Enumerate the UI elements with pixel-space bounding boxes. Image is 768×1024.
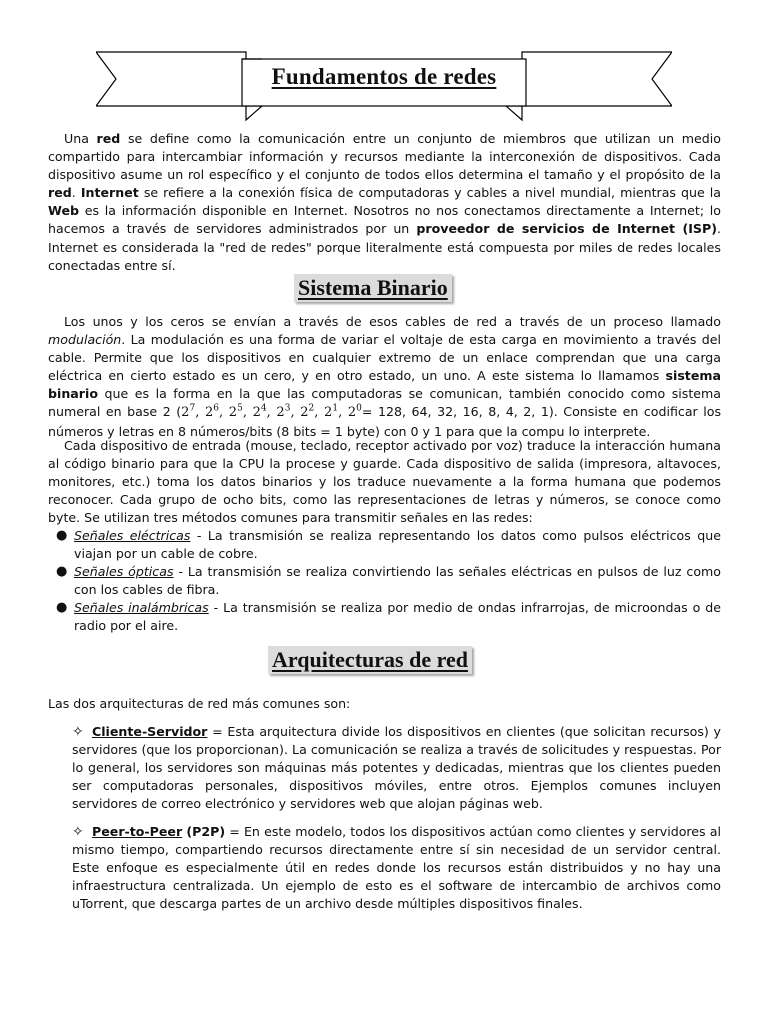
section-heading-arquitecturas: Arquitecturas de red <box>268 646 472 674</box>
intro-text: es la información disponible en Internet. Nosotros no nos conectamos directamente a Internet; lo hacemos a través de servidores administrados por un <box>48 203 721 237</box>
term-senales-electricas: Señales eléctricas <box>74 528 191 543</box>
section-heading-binario: Sistema Binario <box>294 274 452 302</box>
intro-paragraph <box>48 130 721 275</box>
term-isp: proveedor de servicios de Internet (ISP) <box>416 221 717 237</box>
power-term: $2^1$ <box>324 404 339 421</box>
binario-paragraph-1 <box>48 313 721 441</box>
bullet-text: - La transmisión se realiza por medio de ondas infrarrojas, de microondas o de radio por el aire. <box>74 600 721 634</box>
bullet-icon: ● <box>56 564 68 580</box>
four-point-star-icon: ✧ <box>72 824 84 840</box>
power-term: $2^2$ <box>300 404 315 421</box>
page-title: Fundamentos de redes <box>271 64 497 89</box>
exponent: 4 <box>260 404 267 415</box>
binario-text: = 128, 64, 32, 16, 8, 4, 2, 1). Consiste en codificar los números y letras en 8 números/bits (8 bits = 1 byte) con 0 y 1 para que la compu lo interprete. <box>48 404 722 439</box>
term-modulacion: modulación <box>48 332 122 348</box>
title-banner <box>96 50 672 122</box>
term-web: Web <box>48 203 79 219</box>
signal-methods-list <box>48 527 721 636</box>
arch-text: = En este modelo, todos los dispositivos actúan como clientes y servidores al mismo tiempo, compartiendo recursos directamente entre sí sin necesidad de un servidor central. Este enfoque es especialmente útil en redes donde los recursos están distribuidos y no hay una infraestructura centralizada. Un ejemplo de esto es el software de intercambio de archivos como uTorrent, que descarga partes de un archivo desde múltiples dispositivos finales. <box>72 824 721 912</box>
term-peer-to-peer: Peer-to-Peer <box>92 824 183 839</box>
list-item <box>48 563 721 599</box>
exponent: 7 <box>189 404 196 415</box>
term-p2p: (P2P) <box>186 824 226 839</box>
exponent: 1 <box>332 404 339 415</box>
intro-text: . Internet es considerada la "red de redes" porque literalmente está compuesta por miles de redes locales conectadas entre sí. <box>48 221 721 273</box>
binario-text: Los unos y los ceros se envían a través de esos cables de red a través de un proceso llamado <box>64 314 721 329</box>
bullet-icon: ● <box>56 528 68 543</box>
exponent: 2 <box>308 404 315 415</box>
term-internet: Internet <box>80 185 139 201</box>
list-item <box>48 527 721 563</box>
power-term: $2^5$ <box>228 404 243 421</box>
arquitecturas-intro: Las dos arquitecturas de red más comunes son: <box>48 696 351 711</box>
term-cliente-servidor: Cliente-Servidor <box>92 724 208 739</box>
four-point-star-icon: ✧ <box>72 724 84 740</box>
intro-text: se refiere a la conexión física de computadoras y cables a nivel mundial, mientras que la <box>138 185 721 201</box>
power-term: $2^4$ <box>252 404 267 421</box>
powers-of-two: $2^7$, $2^6$, $2^5$, $2^4$, $2^3$, $2^2$, $2^1$, $2^0$ <box>181 404 362 421</box>
arch-text: = Esta arquitectura divide los dispositivos en clientes (que solicitan recursos) y servidores (que los proporcionan). La comunicación se realiza a través de solicitudes y respuestas. Por lo general, los servidores son máquinas más potentes y dedicadas, mientras que los clientes pueden ser computadoras personales, dispositivos móviles, entre otros. Ejemplos comunes incluyen servidores de correo electrónico y servidores web que alojan páginas web. <box>72 724 721 812</box>
term-red: red <box>96 131 121 146</box>
list-item <box>48 599 721 635</box>
term-senales-inalambricas: Señales inalámbricas <box>74 600 209 616</box>
intro-text: se define como la comunicación entre un conjunto de miembros que utilizan un medio compartido para intercambiar información y recursos mediante la interconexión de dispositivos. Cada dispositivo asume un rol específico y el conjunto de todos ellos determina el tamaño y el propósito de la <box>48 131 722 183</box>
binario-text: que es la forma en la que las computadoras se comunican, también conocido como sistema numeral en base 2 ( <box>48 386 721 420</box>
term-red: red <box>48 185 72 201</box>
peer-to-peer-paragraph <box>72 823 721 913</box>
cliente-servidor-paragraph <box>72 723 721 813</box>
exponent: 5 <box>237 404 243 415</box>
power-term: $2^0$ <box>347 404 362 421</box>
binario-text: . La modulación es una forma de variar el voltaje de esta carga en movimiento a través del cable. Permite que los dispositivos en cualquier extremo de un enlace comprendan que una carga eléctrica en cierto estado es un cero, y en otro estado, un uno. A este sistema lo llamamos <box>48 332 721 384</box>
power-term: $2^7$ <box>181 404 196 421</box>
term-sistema-binario: sistema binario <box>48 368 721 402</box>
bullet-icon: ● <box>56 600 68 616</box>
exponent: 6 <box>213 404 219 415</box>
bullet-text: - La transmisión se realiza representando los datos como pulsos eléctricos que viajan por un cable de cobre. <box>74 528 721 562</box>
term-senales-opticas: Señales ópticas <box>74 564 174 580</box>
power-term: $2^3$ <box>276 404 291 421</box>
bullet-text: - La transmisión se realiza convirtiendo las señales eléctricas en pulsos de luz como con los cables de fibra. <box>74 564 721 598</box>
intro-text: . <box>71 185 81 201</box>
intro-text: Una <box>64 131 97 146</box>
binario-paragraph-2: Cada dispositivo de entrada (mouse, teclado, receptor activado por voz) traduce la interacción humana al código binario para que la CPU la procese y guarde. Cada dispositivo de salida (impresora, altavoces, monitores, etc.) toma los datos binarios y los traduce nuevamente a la forma humana que podemos reconocer. Cada grupo de ocho bits, como las representaciones de letras y números, se conoce como byte. Se utilizan tres métodos comunes para transmitir señales en las redes: <box>48 438 721 526</box>
exponent: 0 <box>356 404 362 415</box>
exponent: 3 <box>284 404 291 415</box>
power-term: $2^6$ <box>204 404 219 421</box>
